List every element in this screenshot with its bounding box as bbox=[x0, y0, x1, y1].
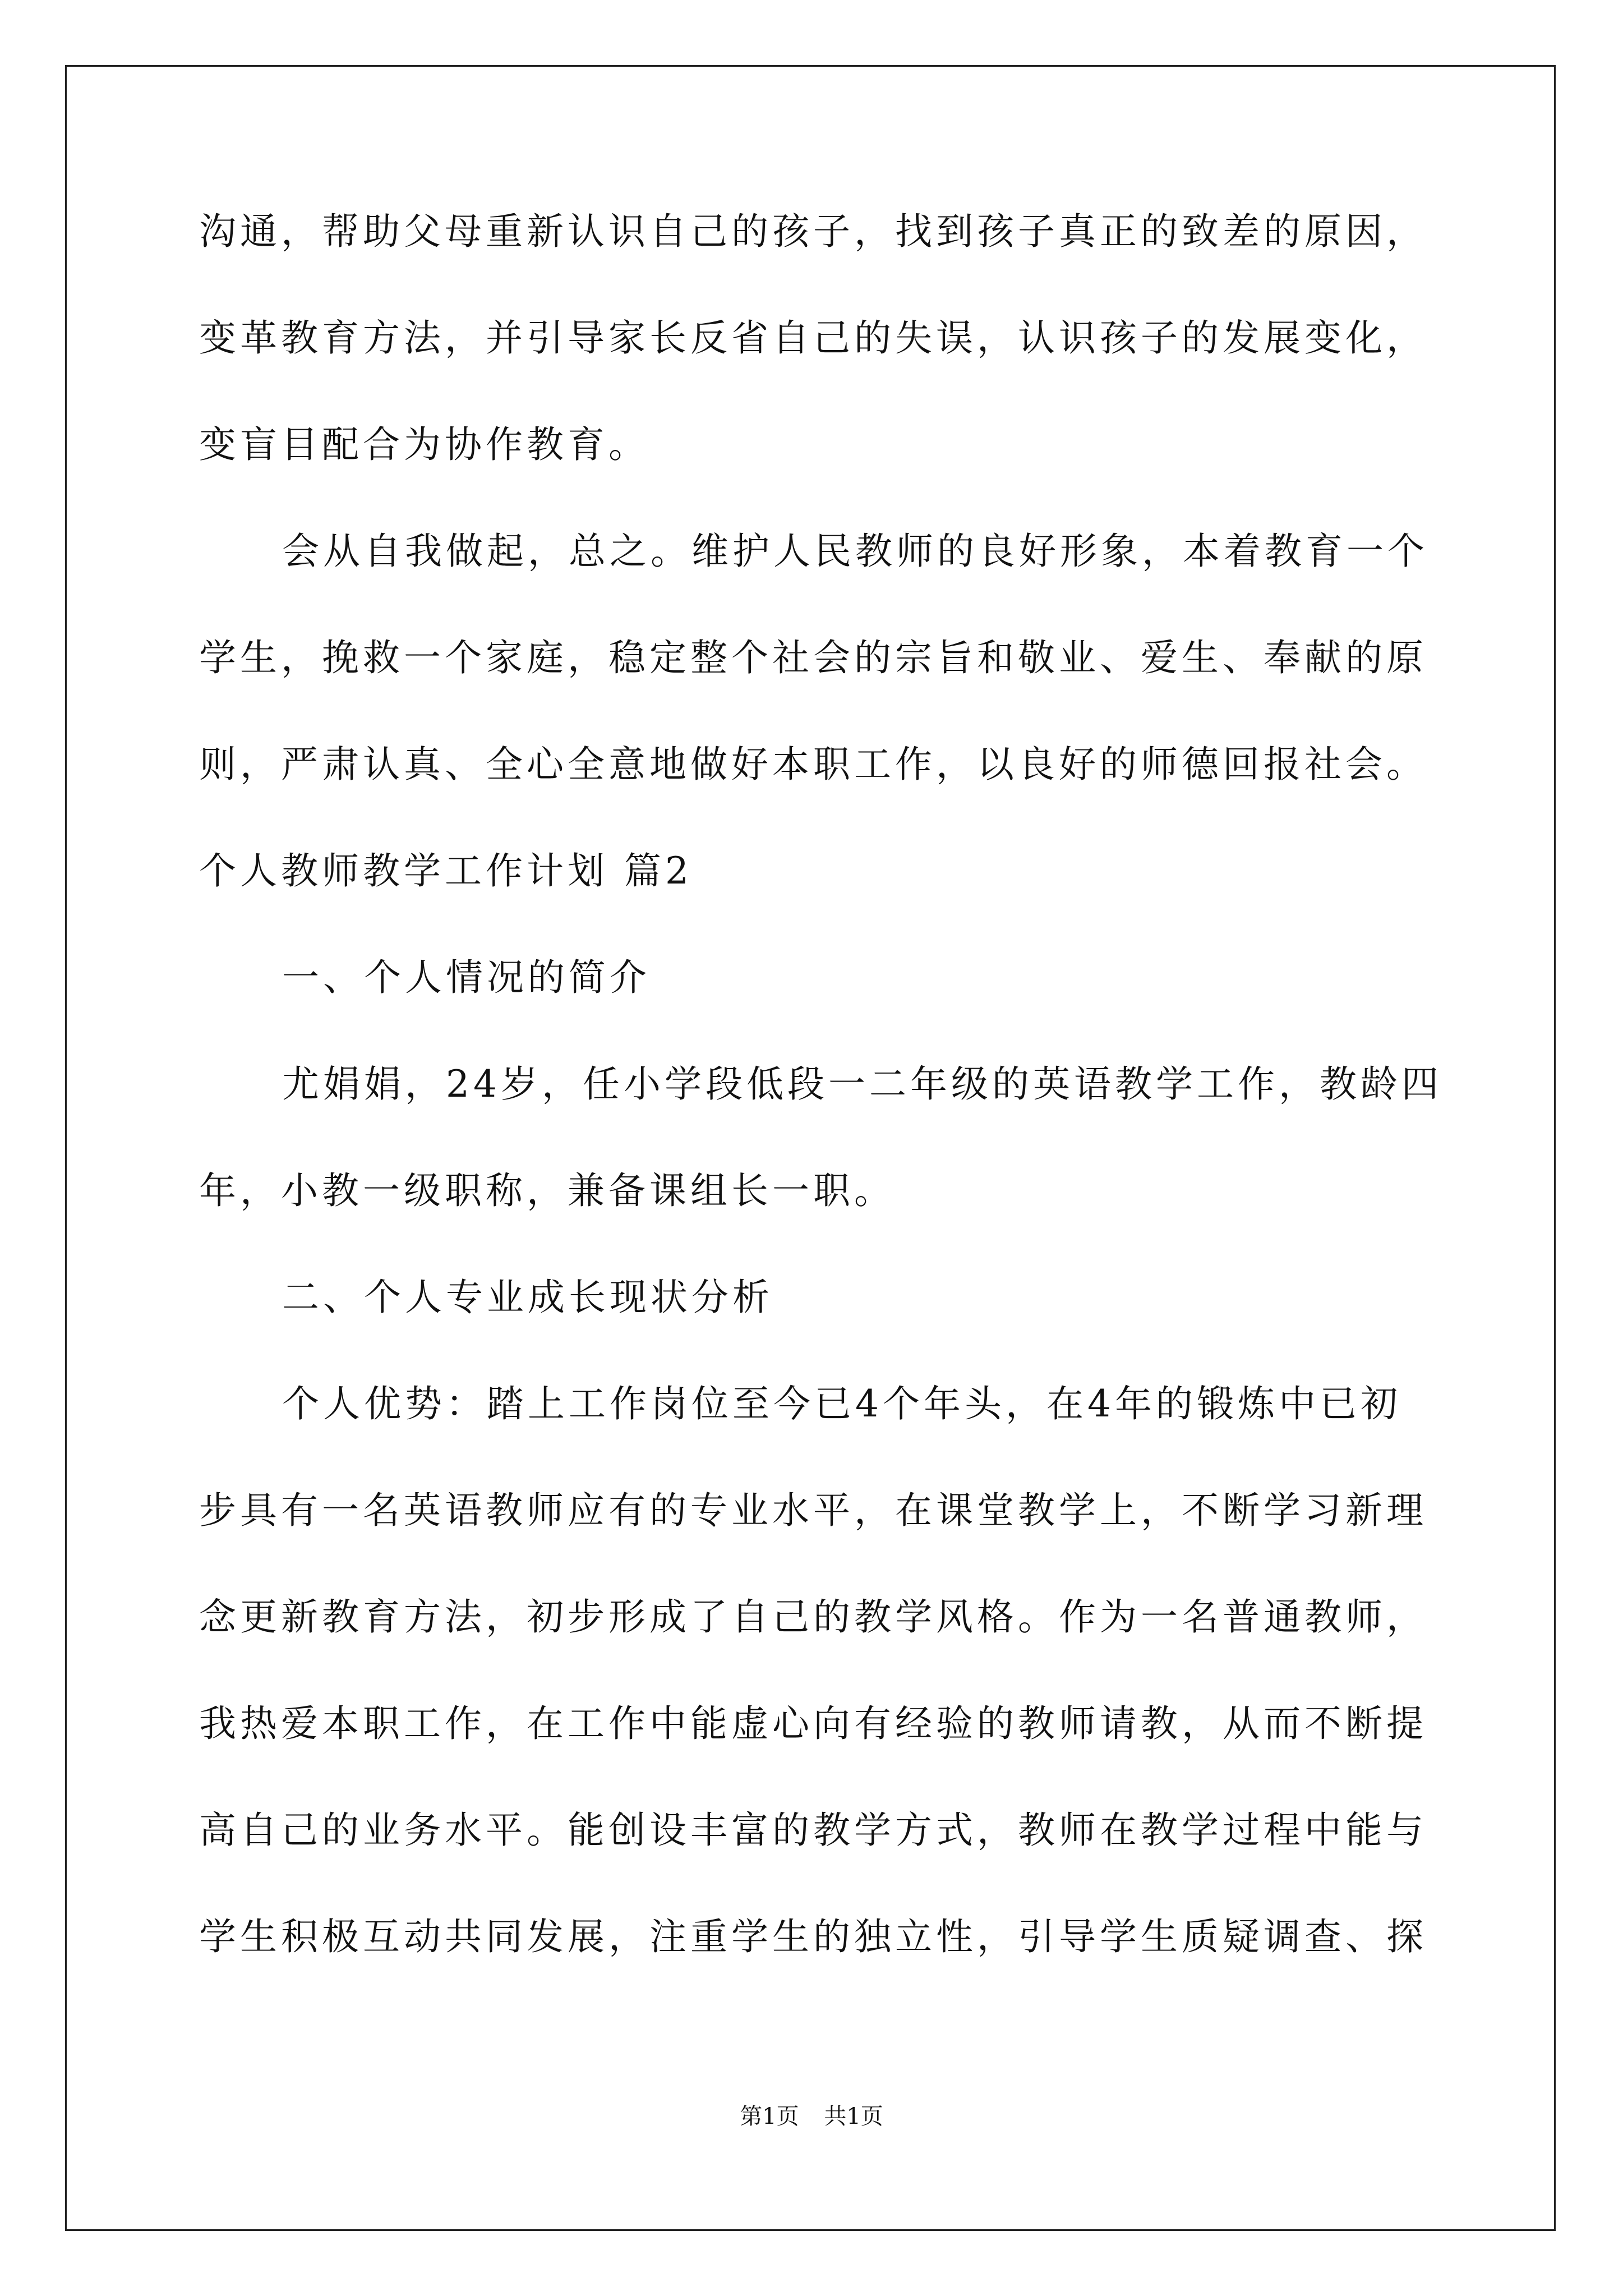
section-heading: 个人教师教学工作计划 篇2 bbox=[199, 849, 693, 892]
paragraph-line: 个人优势：踏上工作岗位至今已4个年头，在4年的锻炼中已初 bbox=[282, 1382, 1401, 1425]
paragraph-line: 学生积极互动共同发展，注重学生的独立性，引导学生质疑调查、探 bbox=[199, 1915, 1427, 1958]
paragraph-line: 我热爱本职工作，在工作中能虚心向有经验的教师请教，从而不断提 bbox=[199, 1702, 1427, 1745]
paragraph-line: 念更新教育方法，初步形成了自己的教学风格。作为一名普通教师， bbox=[199, 1595, 1427, 1639]
page-total: 共1页 bbox=[824, 2104, 883, 2129]
paragraph-line: 高自己的业务水平。能创设丰富的教学方式，教师在教学过程中能与 bbox=[199, 1809, 1427, 1852]
paragraph-line: 则，严肃认真、全心全意地做好本职工作，以良好的师德回报社会。 bbox=[199, 743, 1427, 786]
paragraph-line: 变盲目配合为协作教育。 bbox=[199, 423, 649, 466]
page-border bbox=[65, 65, 1556, 2231]
subsection-title: 二、个人专业成长现状分析 bbox=[282, 1276, 773, 1319]
paragraph-line: 年，小教一级职称，兼备课组长一职。 bbox=[199, 1169, 895, 1212]
paragraph-line: 步具有一名英语教师应有的专业水平，在课堂教学上，不断学习新理 bbox=[199, 1489, 1427, 1532]
paragraph-line: 尤娟娟，24岁，任小学段低段一二年级的英语教学工作，教龄四 bbox=[282, 1062, 1442, 1106]
page-footer bbox=[0, 2102, 1623, 2131]
subsection-title: 一、个人情况的简介 bbox=[282, 956, 651, 999]
paragraph-line: 学生，挽救一个家庭，稳定整个社会的宗旨和敬业、爱生、奉献的原 bbox=[199, 636, 1427, 679]
paragraph-line: 变革教育方法，并引导家长反省自己的失误，认识孩子的发展变化， bbox=[199, 316, 1427, 360]
page-number: 第1页 bbox=[740, 2104, 799, 2129]
paragraph-line: 沟通，帮助父母重新认识自己的孩子，找到孩子真正的致差的原因， bbox=[199, 210, 1427, 253]
paragraph-line: 会从自我做起，总之。维护人民教师的良好形象，本着教育一个 bbox=[282, 530, 1428, 573]
